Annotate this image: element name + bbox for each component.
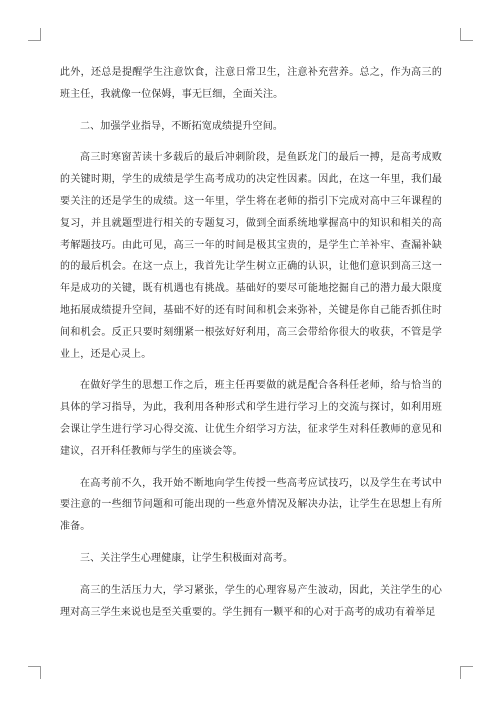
crop-mark-top-right: [460, 28, 473, 41]
paragraph: 高三的生活压力大，学习紧张，学生的心理容易产生波动，因此，关注学生的心理对高三学生来说也是至关重要的。学生拥有一颗平和的心对于高考的成功有着举足: [60, 584, 442, 618]
paragraph: 在做好学生的思想工作之后，班主任再要做的就是配合各科任老师，给与恰当的具体的学习指导，为此，我利用各种形式和学生进行学习上的交流与探讨，如利用班会课让学生进行学习心得交流、让优生介绍学习方法，征求学生对科任教师的意见和建议，召开科任教师与学生的座谈会等。: [60, 380, 442, 457]
paragraph: 在高考前不久，我开始不断地向学生传授一些高考应试技巧，以及学生在考试中要注意的一些细节问题和可能出现的一些意外情况及解决办法，让学生在思想上有所准备。: [60, 477, 442, 533]
paragraph-continuation: 此外，还总是提醒学生注意饮食，注意日常卫生，注意补充营养。总之，作为高三的班主任，我就像一位保姆，事无巨细，全面关注。: [60, 67, 442, 100]
paragraph: 高三时寒窗苦读十多载后的最后冲刺阶段，是鱼跃龙门的最后一搏，是高考成败的关键时期，学生的成绩是学生高考成功的决定性因素。因此，在这一年里，我们最要关注的还是学生的成绩。这一年里，学生将在老师的指引下完成对高中三年课程的复习，并且就题型进行相关的专题复习，做到全面系统地掌握高中的知识和相关的高考解题技巧。由此可见，高三一年的时间是极其宝贵的，是学生亡羊补牢、查漏补缺的的最后机会。在这一点上，我首先让学生树立正确的认识，让他们意识到高三这一年是成功的关键，既有机遇也有挑战。基础好的要尽可能地挖掘自己的潜力最大限度地拓展成绩提升空间，基础不好的还有时间和机会来弥补，关键是你自己能否抓住时间和机会。反正只要时刻绷紧一根弦好好利用，高三会带给你很大的收获，不管是学业上，还是心灵上。: [60, 152, 442, 360]
section-heading-mental-health: 三、关注学生心理健康，让学生积极面对高考。: [80, 552, 294, 564]
document-body: [60, 62, 442, 633]
crop-mark-bottom-left: [28, 666, 41, 679]
crop-mark-bottom-right: [460, 666, 473, 679]
crop-mark-top-left: [28, 28, 41, 41]
section-heading-academic-guidance: 二、加强学业指导，不断拓宽成绩提升空间。: [80, 120, 283, 132]
